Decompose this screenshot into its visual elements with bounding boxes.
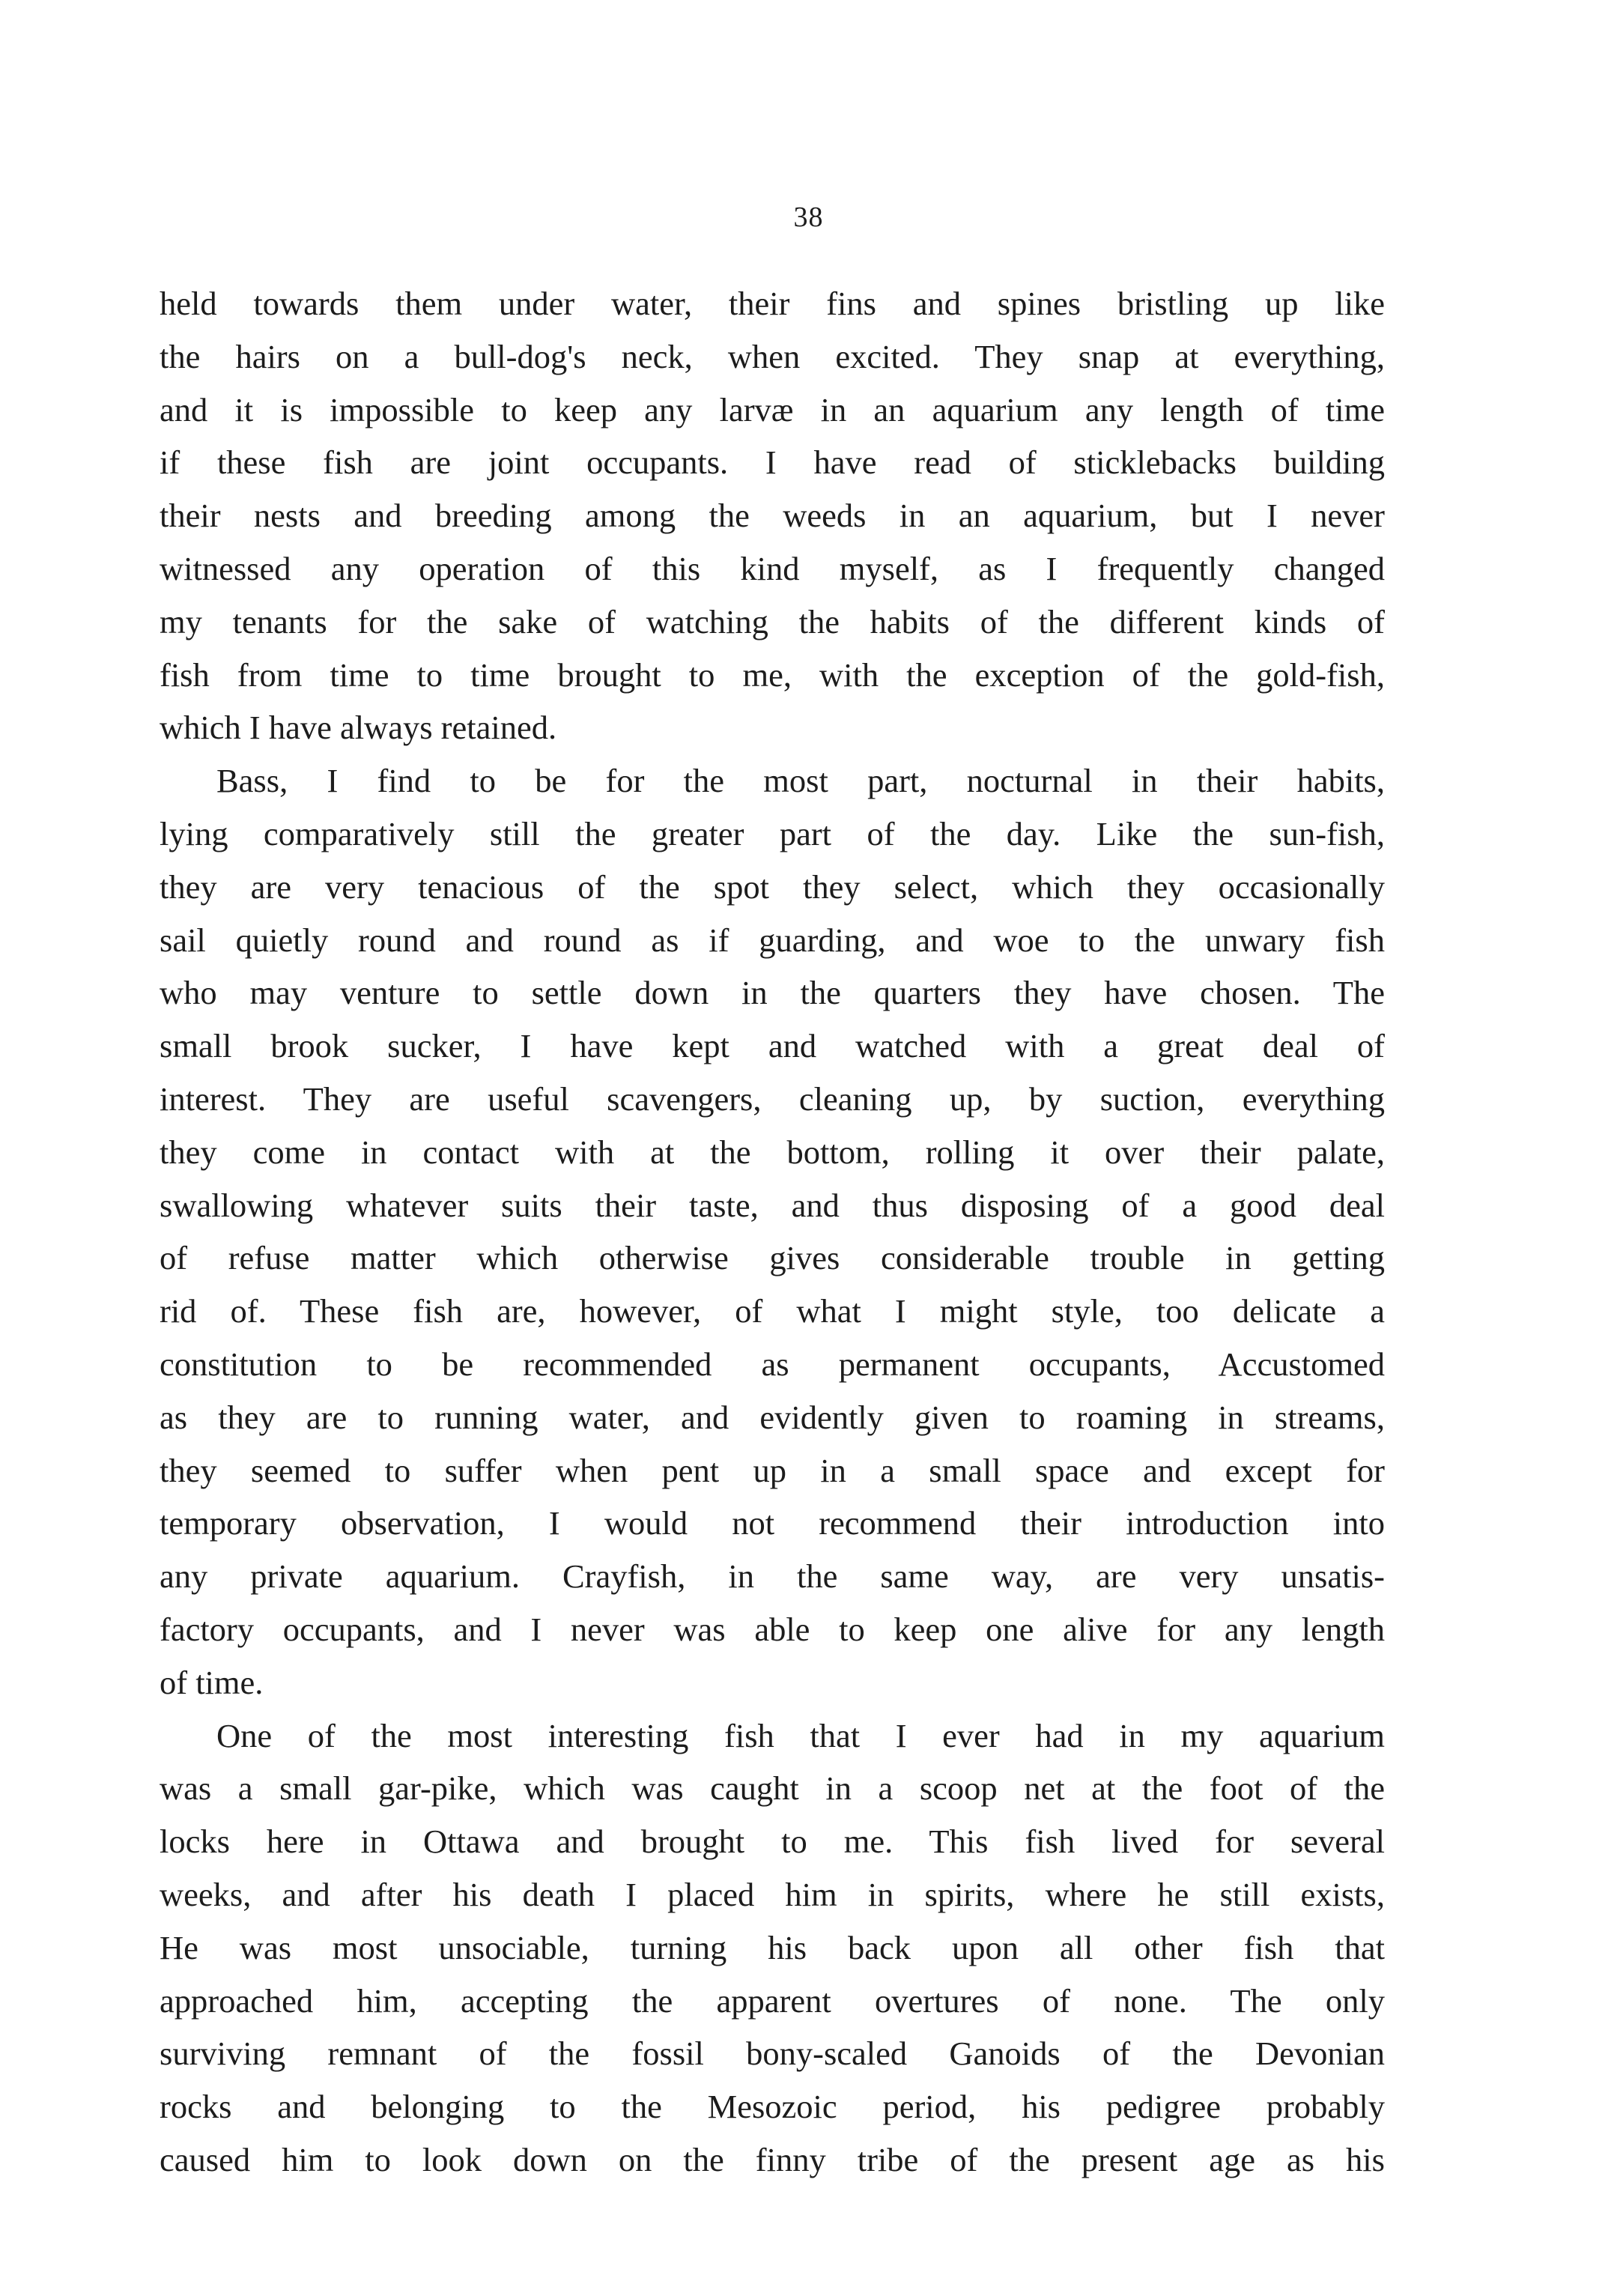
text-line: lying comparatively still the greater part of the day. Like the sun-fish,	[160, 814, 1385, 852]
body-text	[160, 277, 1385, 2187]
text-line: weeks, and after his death I placed him in spirits, where he still exists,	[160, 1875, 1385, 1913]
text-line: they are very tenacious of the spot they select, which they occasionally	[160, 867, 1385, 906]
page-number: 38	[793, 202, 824, 233]
text-line: as they are to running water, and evidently given to roaming in streams,	[160, 1398, 1385, 1436]
text-line: held towards them under water, their fins and spines bristling up like	[160, 285, 1385, 322]
text-line: of refuse matter which otherwise gives considerable trouble in getting	[160, 1239, 1385, 1277]
text-line: He was most unsociable, turning his back upon all other fish that	[160, 1928, 1385, 1966]
text-line: the hairs on a bull-dog's neck, when excited. They snap at everything,	[160, 337, 1385, 375]
text-line: constitution to be recommended as permanent occupants, Accustomed	[160, 1345, 1385, 1383]
text-line: factory occupants, and I never was able to keep one alive for any length	[160, 1610, 1385, 1648]
text-line: if these fish are joint occupants. I have read of sticklebacks building	[160, 443, 1385, 482]
text-line: fish from time to time brought to me, with the exception of the gold-fish,	[160, 655, 1385, 694]
text-line: surviving remnant of the fossil bony-scaled Ganoids of the Devonian	[160, 2035, 1385, 2073]
text-line: interest. They are useful scavengers, cleaning up, by suction, everything	[160, 1079, 1385, 1118]
text-line: small brook sucker, I have kept and watched with a great deal of	[160, 1027, 1385, 1065]
text-line: temporary observation, I would not recommend their introduction into	[160, 1504, 1385, 1542]
text-line: they come in contact with at the bottom, rolling it over their palate,	[160, 1133, 1385, 1171]
text-line: Bass, I find to be for the most part, nocturnal in their habits,	[216, 762, 1385, 800]
text-line: approached him, accepting the apparent overtures of none. The only	[160, 1981, 1385, 2020]
text-line: and it is impossible to keep any larvæ in an aquarium any length of time	[160, 390, 1385, 428]
text-line: was a small gar-pike, which was caught in a scoop net at the foot of the	[160, 1769, 1385, 1808]
text-line: caused him to look down on the finny tribe of the present age as his	[160, 2140, 1385, 2178]
text-line: they seemed to suffer when pent up in a small space and except for	[160, 1451, 1385, 1489]
text-line: who may venture to settle down in the quarters they have chosen. The	[160, 974, 1385, 1012]
text-line: sail quietly round and round as if guarding, and woe to the unwary fish	[160, 921, 1385, 959]
text-line: which I have always retained.	[160, 709, 557, 747]
paragraph	[160, 1709, 1385, 2187]
text-line: witnessed any operation of this kind myself, as I frequently changed	[160, 549, 1385, 587]
text-line: of time.	[160, 1663, 264, 1701]
text-line: One of the most interesting fish that I ever had in my aquarium	[216, 1716, 1385, 1754]
text-line: swallowing whatever suits their taste, and thus disposing of a good deal	[160, 1186, 1385, 1224]
text-line: rid of. These fish are, however, of what I might style, too delicate a	[160, 1292, 1385, 1330]
text-line: their nests and breeding among the weeds in an aquarium, but I never	[160, 497, 1385, 535]
text-line: rocks and belonging to the Mesozoic period, his pedigree probably	[160, 2088, 1385, 2126]
text-line: locks here in Ottawa and brought to me. This fish lived for several	[160, 1823, 1385, 1861]
paragraph	[160, 754, 1385, 1709]
paragraph	[160, 277, 1385, 754]
text-line: my tenants for the sake of watching the habits of the different kinds of	[160, 602, 1385, 640]
text-line: any private aquarium. Crayfish, in the same way, are very unsatis-	[160, 1557, 1385, 1596]
